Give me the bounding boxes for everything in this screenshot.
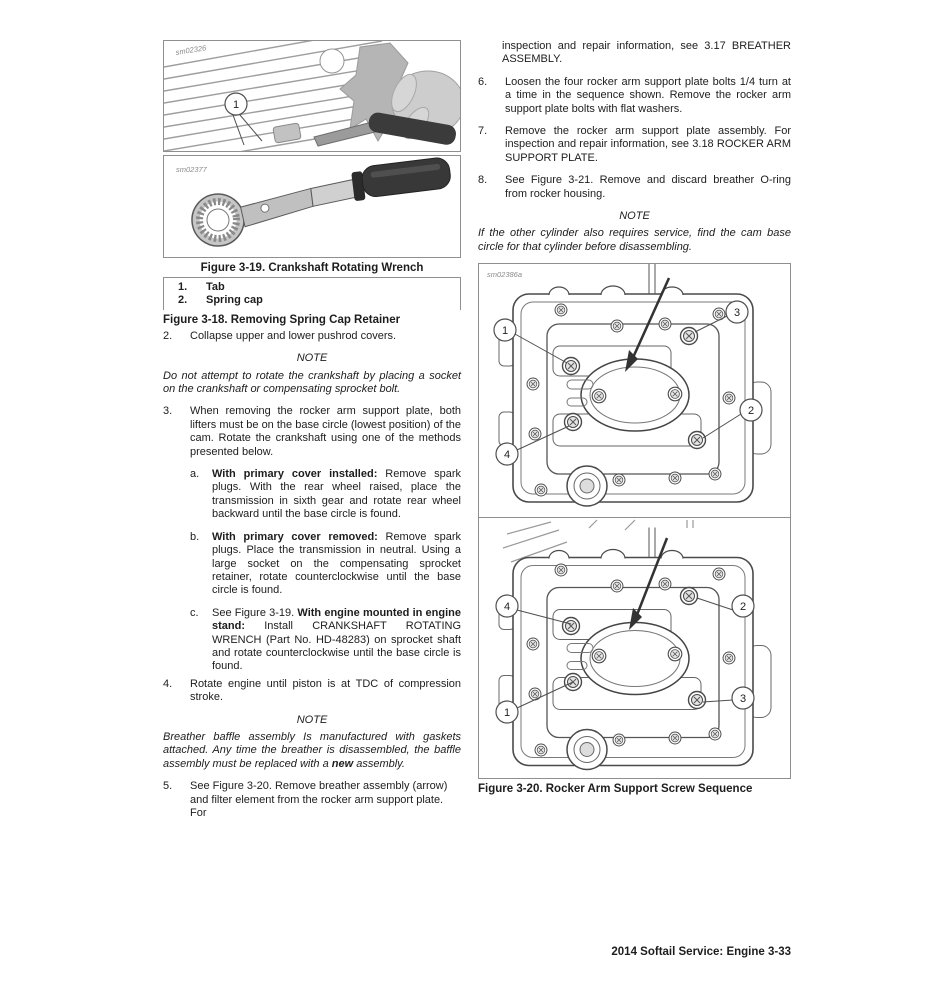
note-heading: NOTE xyxy=(619,210,650,223)
step-3c xyxy=(190,607,461,674)
svg-text:1: 1 xyxy=(501,325,509,338)
ratchet-wrench-illustration xyxy=(188,156,455,248)
step-number: 8. xyxy=(478,174,488,187)
step-number: 7. xyxy=(478,125,488,138)
image-code-label: sm02386a xyxy=(487,270,523,280)
legend-number: 1. xyxy=(178,281,188,294)
figure-3-20-caption: Figure 3-20. Rocker Arm Support Screw Sequence xyxy=(478,783,753,796)
image-code-label: sm02377 xyxy=(176,165,207,174)
rocker-housing-illustration xyxy=(499,264,771,506)
image-code-label: sm02326 xyxy=(174,43,207,57)
legend-item xyxy=(178,281,454,294)
step-letter: b. xyxy=(190,530,200,543)
figure-3-20-top-image xyxy=(478,263,791,518)
step-3a xyxy=(190,468,461,522)
svg-text:3: 3 xyxy=(733,307,741,320)
step-7 xyxy=(478,125,791,165)
step-number: 5. xyxy=(163,780,173,793)
figure-3-18-caption: Figure 3-18. Removing Spring Cap Retainer xyxy=(163,314,401,327)
note-heading: NOTE xyxy=(296,352,328,365)
fin-hole xyxy=(320,49,344,73)
figure-3-19-image xyxy=(163,155,461,258)
step-number: 2. xyxy=(163,329,173,342)
svg-text:1: 1 xyxy=(232,99,240,111)
legend-label: Tab xyxy=(206,281,225,294)
step-text: See Figure 3-21. Remove and discard breather O-ring from rocker housing. xyxy=(505,174,791,200)
legend-item xyxy=(178,294,454,307)
step-6 xyxy=(478,76,791,116)
note-text: Breather baffle assembly Is manufactured with gaskets attached. Any time the breather is disassembled, the baffle assembly must be replaced with a new assembly. xyxy=(163,730,461,770)
step-letter: a. xyxy=(190,468,200,481)
svg-text:2: 2 xyxy=(739,601,747,614)
svg-text:1: 1 xyxy=(503,707,511,720)
step-3b xyxy=(190,531,461,598)
note-text: If the other cylinder also requires service, find the cam base circle for that cylinder before disassembling. xyxy=(478,227,791,253)
figure-3-18-legend xyxy=(163,277,461,310)
svg-text:4: 4 xyxy=(503,601,511,614)
note-text: Do not attempt to rotate the crankshaft by placing a socket on the crankshaft or compensating sprocket bolt. xyxy=(163,369,461,396)
step-number: 4. xyxy=(163,677,173,690)
figure-3-18-image xyxy=(163,40,461,152)
note-heading: NOTE xyxy=(296,713,328,726)
step-number: 6. xyxy=(478,75,488,88)
step-text: Loosen the four rocker arm support plate bolts 1/4 turn at a time in the sequence shown. Remove the rocker arm support plate bolts with flat washers. xyxy=(505,75,791,115)
step-text: Collapse upper and lower pushrod covers. xyxy=(190,329,397,342)
left-column xyxy=(163,40,461,820)
step-number: 3. xyxy=(163,405,173,418)
legend-label: Spring cap xyxy=(206,293,263,306)
figure-3-20-bottom-image xyxy=(478,518,791,779)
svg-text:3: 3 xyxy=(739,693,747,706)
step-text: With primary cover installed: Remove spark plugs. With the rear wheel raised, place the transmission in sixth gear and rotate rear wheel backward until the base circle is found. xyxy=(212,468,461,521)
step-letter: c. xyxy=(190,606,199,619)
right-column xyxy=(478,40,791,799)
svg-text:4: 4 xyxy=(503,449,511,462)
step-8 xyxy=(478,174,791,201)
step-text: See Figure 3-19. With engine mounted in engine stand: Install CRANKSHAFT ROTATING WRENCH (Part No. HD-48283) on sprocket shaft and rotate counterclockwise until the base circle is found. xyxy=(212,606,462,673)
step-4 xyxy=(163,678,461,705)
step-text: With primary cover removed: Remove spark plugs. Place the transmission in neutral. Using a large socket on the compensating sprocket retainer, rotate counterclockwise until the base circle is found. xyxy=(212,530,461,597)
figure-3-19-caption: Figure 3-19. Crankshaft Rotating Wrench xyxy=(200,262,424,274)
legend-number: 2. xyxy=(178,293,188,306)
step-text: Rotate engine until piston is at TDC of compression stroke. xyxy=(190,677,461,704)
step-text: Remove the rocker arm support plate assembly. For inspection and repair information, see 3.18 ROCKER ARM SUPPORT PLATE. xyxy=(505,125,791,164)
step-5-continuation: inspection and repair information, see 3.17 BREATHER ASSEMBLY. xyxy=(502,40,791,66)
step-2 xyxy=(163,330,461,343)
page-footer: 2014 Softail Service: Engine 3-33 xyxy=(611,946,791,958)
rocker-housing-illustration xyxy=(499,528,771,770)
step-text: When removing the rocker arm support plate, both lifters must be on the base circle (lowest position) of the cam. Rotate the crankshaft using one of the methods presented below. xyxy=(190,405,461,458)
step-3 xyxy=(163,405,461,459)
step-text: See Figure 3-20. Remove breather assembly (arrow) and filter element from the rocker arm support plate. For xyxy=(190,780,448,819)
svg-text:2: 2 xyxy=(747,405,755,418)
step-5 xyxy=(163,780,461,820)
